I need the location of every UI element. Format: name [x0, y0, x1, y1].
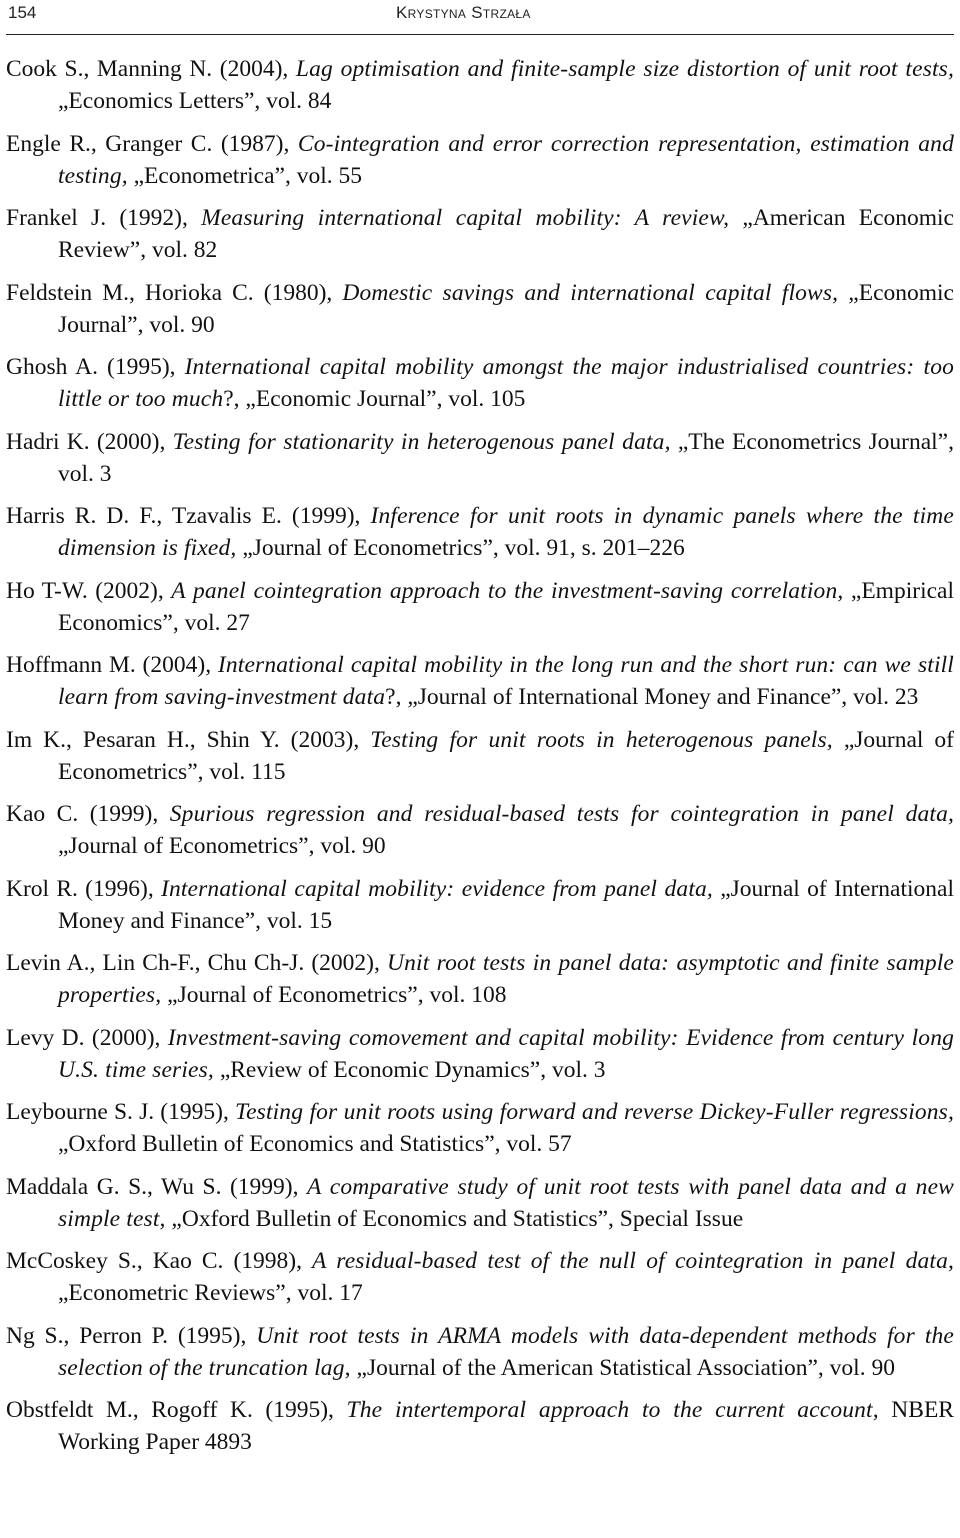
running-title: Krystyna Strzała — [396, 3, 531, 22]
reference-source: „Journal of Econometrics”, vol. 108 — [161, 982, 507, 1008]
reference-source: „American Economic Review”, vol. 82 — [58, 205, 954, 263]
reference-source: „The Econometrics Journal”, vol. 3 — [58, 428, 954, 487]
reference-authors: Feldstein M., Horioka C. (1980), — [6, 279, 343, 306]
reference-authors: Im K., Pesaran H., Shin Y. (2003), — [6, 726, 371, 753]
reference-title: A panel cointegration approach to the investment-saving correlation, — [171, 577, 844, 604]
reference-entry — [6, 798, 954, 862]
reference-authors: Obstfeldt M., Rogoff K. (1995), — [6, 1397, 347, 1423]
reference-authors: Kao C. (1999), — [6, 801, 170, 827]
reference-entry — [6, 202, 954, 266]
reference-title: Testing for unit roots in heterogenous panels, — [370, 726, 833, 753]
reference-authors: McCoskey S., Kao C. (1998), — [6, 1248, 313, 1274]
reference-authors: Levin A., Lin Ch-F., Chu Ch-J. (2002), — [6, 950, 388, 976]
reference-source: „Empirical Economics”, vol. 27 — [58, 577, 954, 636]
reference-title: Unit root tests in panel data: asymptotic and finite sample properties, — [58, 950, 955, 1008]
reference-title: The intertemporal approach to the current account, — [346, 1397, 879, 1423]
reference-source: ?, „Economic Journal”, vol. 105 — [223, 386, 526, 412]
reference-authors: Levy D. (2000), — [6, 1024, 168, 1051]
reference-title: Investment-saving comovement and capital mobility: Evidence from century long U.S. time series, — [58, 1024, 954, 1083]
reference-title: Spurious regression and residual-based tests for cointegration in panel data, — [169, 801, 954, 827]
reference-entry — [6, 53, 954, 117]
reference-source: NBER Working Paper 4893 — [58, 1397, 954, 1455]
reference-title: A residual-based test of the null of cointegration in panel data, — [312, 1248, 954, 1274]
reference-authors: Ng S., Perron P. (1995), — [6, 1322, 257, 1349]
reference-source: „Econometrica”, vol. 55 — [127, 162, 363, 189]
reference-authors: Maddala G. S., Wu S. (1999), — [6, 1173, 307, 1200]
reference-title: International capital mobility in the long run and the short run: can we still learn from saving-investment data — [58, 652, 954, 710]
reference-title: Testing for unit roots using forward and reverse Dickey-Fuller regressions, — [235, 1099, 954, 1125]
reference-entry — [6, 1394, 954, 1458]
reference-entry — [6, 277, 954, 341]
reference-authors: Cook S., Manning N. (2004), — [6, 56, 296, 82]
reference-title: Lag optimisation and finite-sample size distortion of unit root tests, — [295, 56, 954, 82]
reference-list — [6, 53, 954, 1469]
reference-source: „Oxford Bulletin of Economics and Statistics”, Special Issue — [165, 1205, 744, 1232]
reference-title: Testing for stationarity in heterogenous panel data, — [172, 428, 671, 455]
reference-entry — [6, 128, 954, 192]
reference-title: International capital mobility amongst the major industrialised countries: too little or too much — [58, 354, 954, 412]
reference-source: „Economics Letters”, vol. 84 — [58, 88, 332, 114]
reference-title: A comparative study of unit root tests with panel data and a new simple test, — [58, 1173, 954, 1232]
reference-source: ?, „Journal of International Money and Finance”, vol. 23 — [385, 684, 919, 710]
reference-title: Measuring international capital mobility: A review, — [201, 205, 730, 231]
reference-authors: Ho T-W. (2002), — [6, 577, 172, 604]
reference-authors: Hoffmann M. (2004), — [6, 652, 218, 678]
page-number: 154 — [8, 3, 37, 22]
reference-title: Unit root tests in ARMA models with data-dependent methods for the selection of the truncation lag, — [58, 1322, 954, 1381]
reference-authors: Hadri K. (2000), — [6, 428, 173, 455]
reference-entry — [6, 873, 954, 937]
reference-authors: Harris R. D. F., Tzavalis E. (1999), — [6, 503, 371, 529]
reference-source: „Journal of International Money and Finance”, vol. 15 — [58, 875, 955, 934]
reference-entry — [6, 649, 954, 713]
reference-source: „Journal of Econometrics”, vol. 115 — [58, 726, 955, 785]
reference-source: „Journal of Econometrics”, vol. 90 — [58, 833, 386, 859]
reference-entry — [6, 947, 954, 1011]
reference-source: „Economic Journal”, vol. 90 — [58, 279, 954, 338]
reference-source: „Journal of Econometrics”, vol. 91, s. 201–226 — [236, 535, 685, 561]
running-header — [6, 0, 954, 32]
reference-source: „Journal of the American Statistical Association”, vol. 90 — [350, 1354, 895, 1381]
reference-entry — [6, 1171, 954, 1235]
reference-authors: Leybourne S. J. (1995), — [6, 1099, 236, 1125]
reference-entry — [6, 1320, 954, 1384]
reference-entry — [6, 426, 954, 490]
reference-authors: Ghosh A. (1995), — [6, 354, 185, 380]
reference-entry — [6, 575, 954, 639]
reference-source: „Review of Economic Dynamics”, vol. 3 — [213, 1056, 606, 1083]
header-rule — [6, 34, 954, 35]
reference-entry — [6, 500, 954, 564]
reference-authors: Krol R. (1996), — [6, 875, 161, 902]
reference-title: International capital mobility: evidence from panel data, — [161, 875, 713, 902]
reference-entry — [6, 724, 954, 788]
reference-source: „Oxford Bulletin of Economics and Statistics”, vol. 57 — [58, 1131, 572, 1157]
reference-authors: Frankel J. (1992), — [6, 205, 202, 231]
reference-entry — [6, 1245, 954, 1309]
reference-authors: Engle R., Granger C. (1987), — [6, 130, 298, 157]
reference-title: Inference for unit roots in dynamic panels where the time dimension is fixed, — [58, 503, 954, 561]
reference-entry — [6, 1022, 954, 1086]
reference-title: Co-integration and error correction representation, estimation and testing, — [58, 130, 954, 189]
reference-title: Domestic savings and international capital flows, — [342, 279, 839, 306]
reference-entry — [6, 1096, 954, 1160]
reference-entry — [6, 351, 954, 415]
reference-source: „Econometric Reviews”, vol. 17 — [58, 1280, 363, 1306]
